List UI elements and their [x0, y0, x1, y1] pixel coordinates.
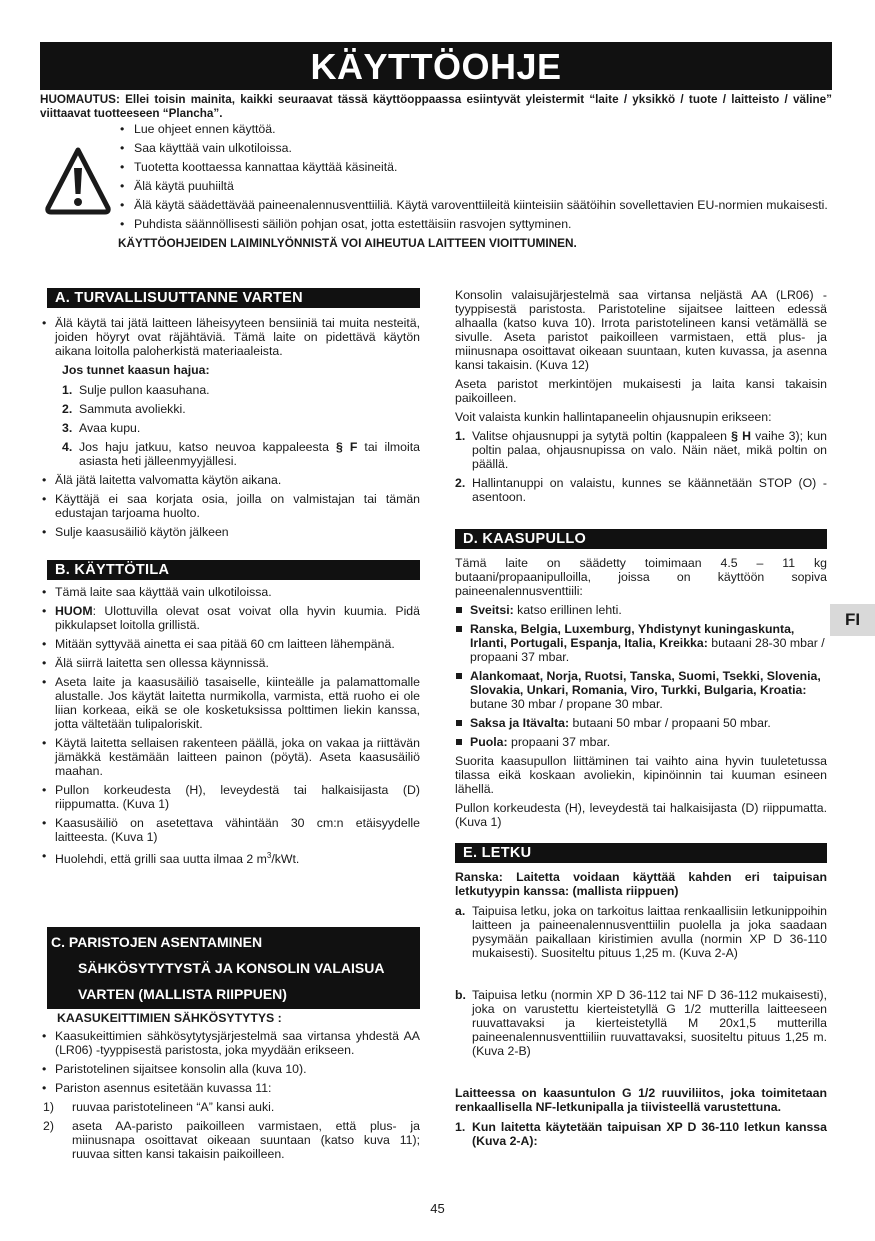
- step-number: 4.: [62, 440, 73, 454]
- step-number: 2.: [455, 476, 466, 490]
- step-text: Sammuta avoliekki.: [79, 402, 186, 416]
- step-letter: a.: [455, 904, 466, 918]
- warning-final: KÄYTTÖOHJEIDEN LAIMINLYÖNNISTÄ VOI AIHEUTUA LAITTEEN VIOITTUMINEN.: [118, 236, 577, 250]
- step-text: vaihe 3); kun poltin palaa, ohjausnupissa on valo. Näin näet, mikä poltin on päällä.: [472, 429, 828, 471]
- list-item: • Kaasusäiliö on asetettava vähintään 30 cm:n etäisyydelle laitteesta. (Kuva 1): [40, 816, 420, 844]
- step-number: 1): [43, 1100, 54, 1114]
- right-column-top: [455, 288, 827, 509]
- section-b-title: B. KÄYTTÖTILA: [47, 560, 420, 580]
- step-letter: b.: [455, 988, 466, 1002]
- air-unit: /kWt.: [271, 852, 300, 867]
- paragraph: Laitteessa on kaasuntulon G 1/2 ruuviliitos, joka toimitetaan renkaallisella NF-letkunipalla ja tiivisteellä varustettuna.: [455, 1086, 827, 1114]
- country-label: Alankomaat, Norja, Ruotsi, Tanska, Suomi, Tsekki, Slovenia, Slovakia, Unkari, Romania, Viro, Turkki, Bulgaria, Kroatia:: [470, 669, 821, 697]
- list-item: [455, 669, 827, 711]
- warning-triangle-icon: [44, 146, 112, 216]
- paragraph: Konsolin valaisujärjestelmä saa virtansa neljästä AA (LR06) -tyyppisestä paristosta. Paristoteline sijaitsee laitteen edessä alhaalla (katso kuva 10). Irrota paristotelineen kansi vetämällä se sivulle. Aseta paristot paikoilleen varmistaen, että plus- ja miinusnapa osoittavat oikeaan suuntaan, kuten kuvassa, ja asenna kansi takaisin. (Kuva 12): [455, 288, 827, 372]
- gas-pressure: katso erillinen lehti.: [513, 603, 622, 617]
- country-label: Saksa ja Itävalta:: [470, 716, 570, 730]
- list-item: • Älä jätä laitetta valvomatta käytön aikana.: [40, 473, 420, 487]
- air-text: Huolehdi, että grilli saa uutta ilmaa 2 m: [55, 852, 267, 867]
- section-c-line: C. PARISTOJEN ASENTAMINEN: [51, 934, 263, 950]
- right-column-e: [455, 843, 827, 1153]
- country-label: Sveitsi:: [470, 603, 514, 617]
- list-item: [455, 622, 827, 664]
- list-item: • Kaasukeittimien sähkösytytysjärjestelmä saa virtansa yhdestä AA (LR06) -tyyppisestä paristosta, joka myydään erikseen.: [40, 1029, 420, 1057]
- list-item: • Tämä laite saa käyttää vain ulkotiloissa.: [40, 585, 420, 599]
- step-text: tai ilmoita asiasta heti jälleenmyyjällesi.: [79, 440, 420, 468]
- list-item: • Sulje kaasusäiliö käytön jälkeen: [40, 525, 420, 539]
- step-number: 3.: [62, 421, 73, 435]
- left-column-top: [40, 288, 420, 544]
- page-title: KÄYTTÖOHJE: [40, 42, 832, 90]
- section-c-line: VARTEN (MALLISTA RIIPPUEN): [78, 986, 287, 1002]
- list-item: • Pullon korkeudesta (H), leveydestä tai halkaisijasta (D) riippumatta. (Kuva 1): [40, 783, 420, 811]
- gas-pressure: propaani 37 mbar.: [507, 735, 611, 749]
- country-label: Ranska, Belgia, Luxemburg, Yhdistynyt kuningaskunta, Irlanti, Portugali, Espanja, Italia, Kreikka:: [470, 622, 795, 650]
- step-text: Kun laitetta käytetään taipuisan XP D 36-110 letkun kanssa (Kuva 2-A):: [472, 1120, 827, 1148]
- step-number: 1.: [455, 1120, 466, 1134]
- huom-text: : Ulottuvilla olevat osat voivat olla hyvin kuumia. Pidä pikkulapset loitolla grillistä.: [55, 604, 420, 632]
- gas-pressure: butane 30 mbar / propane 30 mbar.: [470, 697, 663, 711]
- left-column-c: [40, 927, 420, 1166]
- section-a-title: A. TURVALLISUUTTANNE VARTEN: [47, 288, 420, 308]
- list-item: • Älä käytä tai jätä laitteen läheisyyteen bensiiniä tai muita nesteitä, joiden höyryt ovat räjähtäviä. Tämä laite on pidettävä käytön aikana loitolla paloherkistä materiaaleista.: [40, 316, 420, 358]
- list-item: • Lue ohjeet ennen käyttöä.: [118, 122, 834, 136]
- step-number: 1.: [455, 429, 466, 443]
- list-item: [40, 849, 420, 866]
- list-item: • Puhdista säännöllisesti säiliön pohjan osat, jotta estettäisiin rasvojen syttyminen.: [118, 217, 834, 231]
- country-label: Puola:: [470, 735, 508, 749]
- step-text: Sulje pullon kaasuhana.: [79, 383, 210, 397]
- list-item: [455, 735, 827, 749]
- section-ref: § H: [731, 429, 751, 443]
- step-text: Taipuisa letku, joka on tarkoitus laittaa renkaallisiin letkunippoihin laitteen ja paineenalennusventtiilin puolella ja joka saadaan pysymään paikallaan kiristimien avulla (normin XP D 36-110 mukaisesti). Suositeltu pituus 1,25 m. (Kuva 2-A): [472, 904, 827, 960]
- step-text: Taipuisa letku (normin XP D 36-112 tai NF D 36-112 mukaisesti), joka on varustettu kierteistetyllä G 1/2 mutterilla laitteeseen ruuvattavaksi ja kierteistetyllä M 20x1,5 mutterilla paineenalennusventtiiliin ruuvattavaksi, suositeltu pituus 1,25 m. (Kuva 2-B): [472, 988, 827, 1058]
- list-item: [40, 604, 420, 632]
- step-text: Avaa kupu.: [79, 421, 141, 435]
- section-c-title: [47, 927, 420, 1009]
- paragraph: Voit valaista kunkin hallintapaneelin ohjausnupin erikseen:: [455, 410, 772, 424]
- paragraph: Aseta paristot merkintöjen mukaisesti ja laita kansi takaisin paikoilleen.: [455, 377, 827, 405]
- step-text: Hallintanuppi on valaistu, kunnes se käännetään STOP (O) -asentoon.: [472, 476, 827, 504]
- section-c-line: SÄHKÖSYTYTYSTÄ JA KONSOLIN VALAISUA: [78, 960, 385, 976]
- paragraph: Ranska: Laitetta voidaan käyttää kahden eri taipuisan letkutyypin kanssa: (mallista riippuen): [455, 870, 827, 898]
- superscript: 3: [266, 851, 272, 860]
- step-text: Valitse ohjausnuppi ja sytytä poltin (kappaleen: [472, 429, 732, 443]
- section-e-title: E. LETKU: [455, 843, 827, 863]
- list-item: • Aseta laite ja kaasusäiliö tasaiselle, kiinteälle ja palamattomalle alustalle. Jos käytät laitetta nurmikolla, varmista, että ruoho ei ole liian korkeaa, eikä se ole kosketuksissa polttimen liekin kanssa, jotta vältetään tulipaloriskit.: [40, 675, 420, 731]
- step-number: 1.: [62, 383, 73, 397]
- gas-pressure: butaani 28-30 mbar / propaani 37 mbar.: [470, 636, 825, 664]
- note-text: HUOMAUTUS: Ellei toisin mainita, kaikki seuraavat tässä käyttöoppaassa esiintyvät yleistermit “laite / yksikkö / tuote / laitteisto / väline” viittaavat tuotteeseen “Plancha”.: [40, 93, 832, 120]
- list-item: • Käyttäjä ei saa korjata osia, joilla on valmistajan tai tämän edustajan tarjoama huolto.: [40, 492, 420, 520]
- section-ref: § F: [335, 440, 358, 454]
- list-item: • Mitään syttyvää ainetta ei saa pitää 60 cm laitteen lähempänä.: [40, 637, 420, 651]
- list-item: • Älä käytä puuhiiltä: [118, 179, 834, 193]
- step-text: ruuvaa paristotelineen “A” kansi auki.: [72, 1100, 275, 1114]
- language-tab: FI: [830, 604, 875, 636]
- step-text: aseta AA-paristo paikoilleen varmistaen, että plus- ja miinusnapa osoittavat oikeaan suuntaan (katso kuva 11); ruuvaa sitten kansi takaisin paikoilleen.: [72, 1119, 420, 1161]
- paragraph: Suorita kaasupullon liittäminen tai vaihto aina hyvin tuuletetussa tilassa eikä koskaan avoliekin, kipinöinnin tai kuuman esineen lähellä.: [455, 754, 827, 796]
- warning-list: [118, 122, 834, 250]
- list-item: [455, 716, 827, 730]
- left-column-b: [40, 560, 420, 871]
- paragraph: Tämä laite on säädetty toimimaan 4.5 – 11 kg butaani/propaanipulloilla, joissa on käyttöön sopiva paineenalennusventtiili:: [455, 556, 827, 598]
- section-c-subheading: KAASUKEITTIMIEN SÄHKÖSYTYTYS :: [57, 1011, 282, 1025]
- list-item: • Pariston asennus esitetään kuvassa 11:: [40, 1081, 420, 1095]
- list-item: • Saa käyttää vain ulkotiloissa.: [118, 141, 834, 155]
- list-item: • Käytä laitetta sellaisen rakenteen päällä, joka on vakaa ja riittävän jämäkkä kestämään laitteen painon (pöytä). Aseta kaasusäiliö maahan.: [40, 736, 420, 778]
- gas-smell-heading: Jos tunnet kaasun hajua:: [62, 363, 210, 377]
- section-d-title: D. KAASUPULLO: [455, 529, 827, 549]
- list-item: [455, 603, 827, 617]
- page-number: 45: [430, 1201, 445, 1216]
- list-item: • Tuotetta koottaessa kannattaa käyttää käsineitä.: [118, 160, 834, 174]
- step-text: Jos haju jatkuu, katso neuvoa kappaleesta: [79, 440, 336, 454]
- list-item: • Älä siirrä laitetta sen ollessa käynnissä.: [40, 656, 420, 670]
- huom-label: HUOM: [55, 604, 93, 618]
- paragraph: Pullon korkeudesta (H), leveydestä tai halkaisijasta (D) riippumatta. (Kuva 1): [455, 801, 827, 829]
- step-number: 2.: [62, 402, 73, 416]
- list-item: • Paristotelinen sijaitsee konsolin alla (kuva 10).: [40, 1062, 420, 1076]
- gas-pressure: butaani 50 mbar / propaani 50 mbar.: [569, 716, 771, 730]
- right-column-d: [455, 529, 827, 834]
- step-number: 2): [43, 1119, 54, 1133]
- list-item: • Älä käytä säädettävää paineenalennusventtiiliä. Käytä varoventtiileitä kiinteisiin säätöihin sovellettavien EU-normien mukaisesti.: [118, 198, 834, 212]
